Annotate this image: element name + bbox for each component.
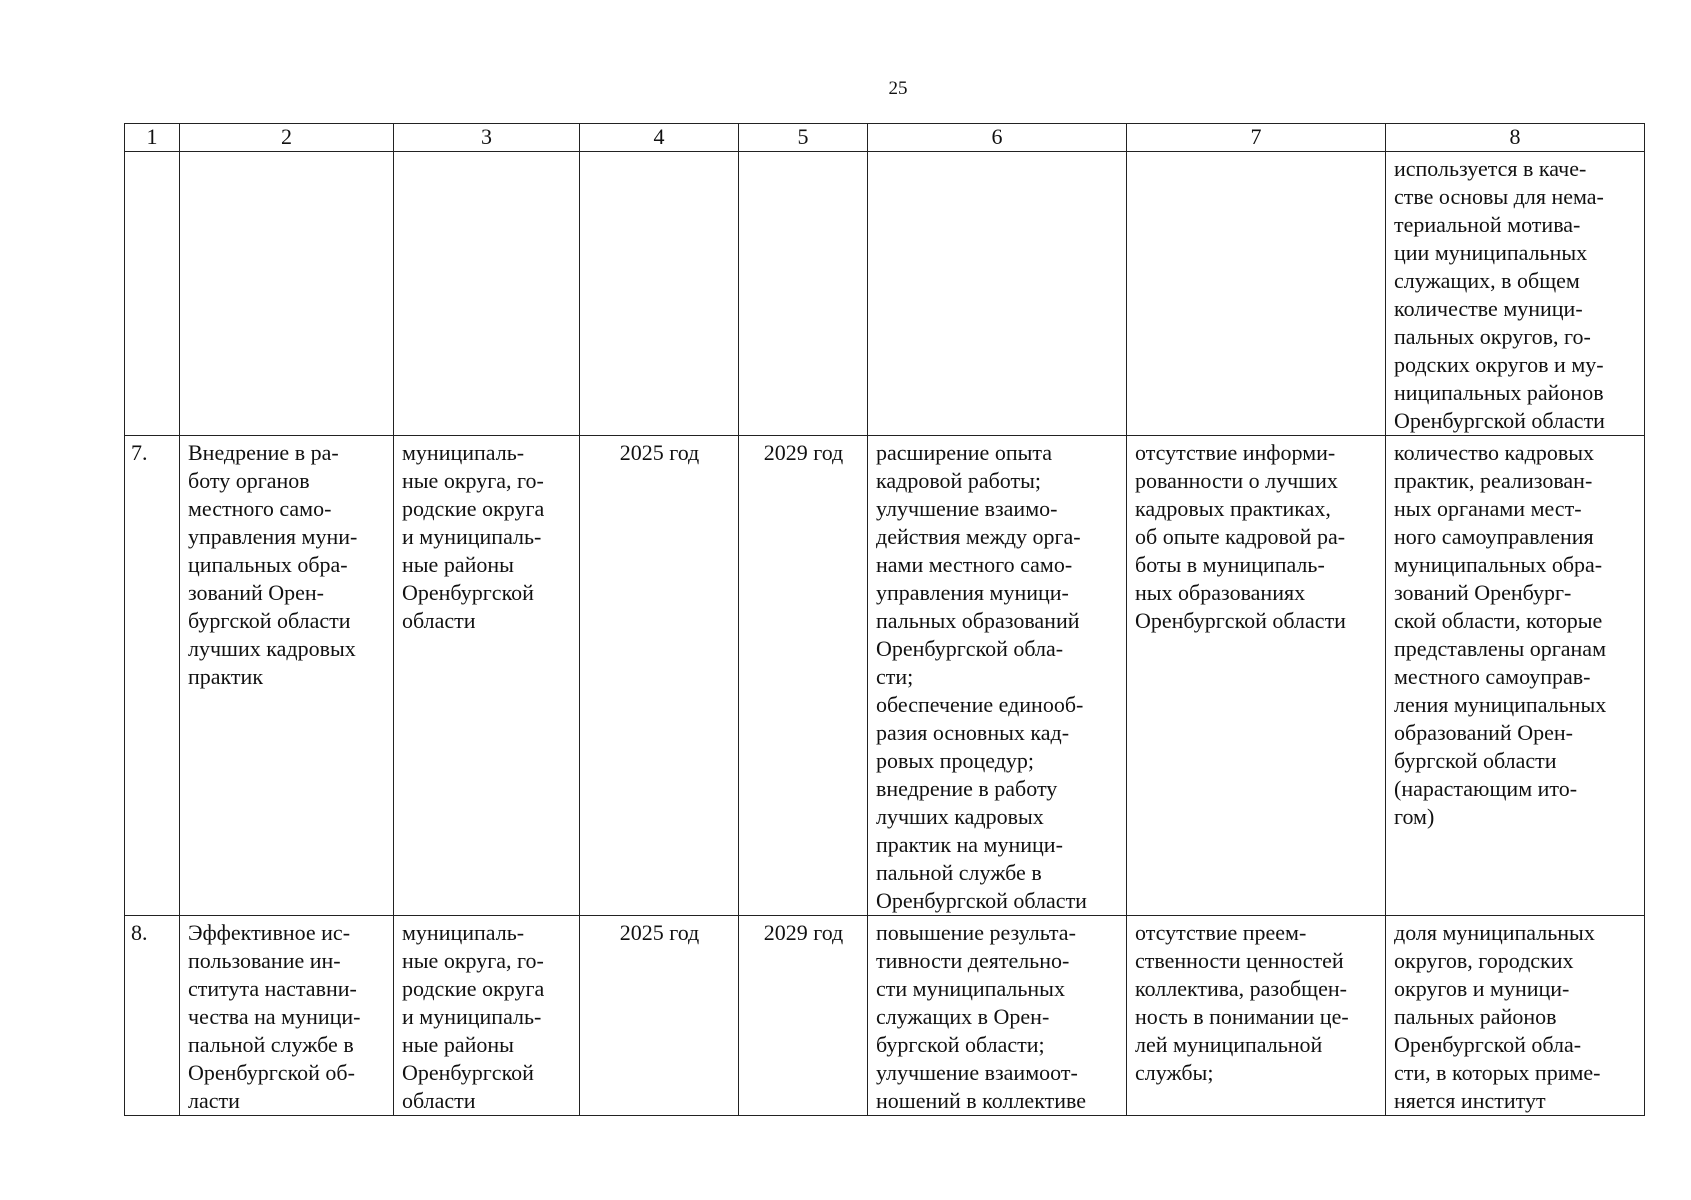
start-year-cell bbox=[580, 152, 739, 436]
column-number-3: 3 bbox=[394, 124, 580, 152]
column-number-1: 1 bbox=[125, 124, 180, 152]
indicator-cell: доля муниципальных округов, городских округов и муници- пальных районов Оренбургской обла- сти, в которых приме- няется институт bbox=[1386, 916, 1645, 1116]
row-number: 7. bbox=[125, 436, 180, 916]
row-number: 8. bbox=[125, 916, 180, 1116]
measure-cell: Внедрение в ра- боту органов местного само- управления муни- ципальных обра- зований Орен- бургской области лучших кадровых практик bbox=[180, 436, 394, 916]
measure-cell: Эффективное ис- пользование ин- ститута наставни- чества на муници- пальной службе в Оренбургской об- ласти bbox=[180, 916, 394, 1116]
row-number bbox=[125, 152, 180, 436]
end-year-cell: 2029 год bbox=[739, 916, 868, 1116]
column-number-7: 7 bbox=[1127, 124, 1386, 152]
indicator-cell: количество кадровых практик, реализован- ных органами мест- ного самоуправления муниципальных обра- зований Оренбург- ской области, которые представлены органам местного самоуправ- ления муниципальных образований Орен- бургской области (нарастающим ито- гом) bbox=[1386, 436, 1645, 916]
indicator-cell: используется в каче- стве основы для нема- териальной мотива- ции муниципальных служащих, в общем количестве муници- пальных округов, го- родских округов и му- ниципальных районов Оренбургской области bbox=[1386, 152, 1645, 436]
result-cell: расширение опыта кадровой работы; улучшение взаимо- действия между орга- нами местного само- управления муници- пальных образований Оренбургской обла- сти; обеспечение единооб- разия основных кад- ровых процедур; внедрение в работу лучших кадровых практик на муници- пальной службе в Оренбургской области bbox=[868, 436, 1127, 916]
column-number-5: 5 bbox=[739, 124, 868, 152]
table-row-7 bbox=[125, 436, 1645, 916]
risks-cell bbox=[1127, 152, 1386, 436]
executors-cell: муниципаль- ные округа, го- родские округа и муниципаль- ные районы Оренбургской области bbox=[394, 916, 580, 1116]
risks-cell: отсутствие преем- ственности ценностей коллектива, разобщен- ность в понимании це- лей муниципальной службы; bbox=[1127, 916, 1386, 1116]
executors-cell bbox=[394, 152, 580, 436]
end-year-cell: 2029 год bbox=[739, 436, 868, 916]
result-cell bbox=[868, 152, 1127, 436]
column-number-8: 8 bbox=[1386, 124, 1645, 152]
column-number-6: 6 bbox=[868, 124, 1127, 152]
column-number-4: 4 bbox=[580, 124, 739, 152]
table-row-continuation bbox=[125, 152, 1645, 436]
start-year-cell: 2025 год bbox=[580, 916, 739, 1116]
end-year-cell bbox=[739, 152, 868, 436]
measures-table bbox=[124, 123, 1645, 1116]
risks-cell: отсутствие информи- рованности о лучших кадровых практиках, об опыте кадровой ра- боты в муниципаль- ных образованиях Оренбургской области bbox=[1127, 436, 1386, 916]
column-number-2: 2 bbox=[180, 124, 394, 152]
start-year-cell: 2025 год bbox=[580, 436, 739, 916]
executors-cell: муниципаль- ные округа, го- родские округа и муниципаль- ные районы Оренбургской области bbox=[394, 436, 580, 916]
measure-cell bbox=[180, 152, 394, 436]
page-number: 25 bbox=[888, 78, 908, 99]
table-row-8 bbox=[125, 916, 1645, 1116]
result-cell: повышение результа- тивности деятельно- сти муниципальных служащих в Орен- бургской области; улучшение взаимоот- ношений в коллективе bbox=[868, 916, 1127, 1116]
column-number-row bbox=[125, 124, 1645, 152]
